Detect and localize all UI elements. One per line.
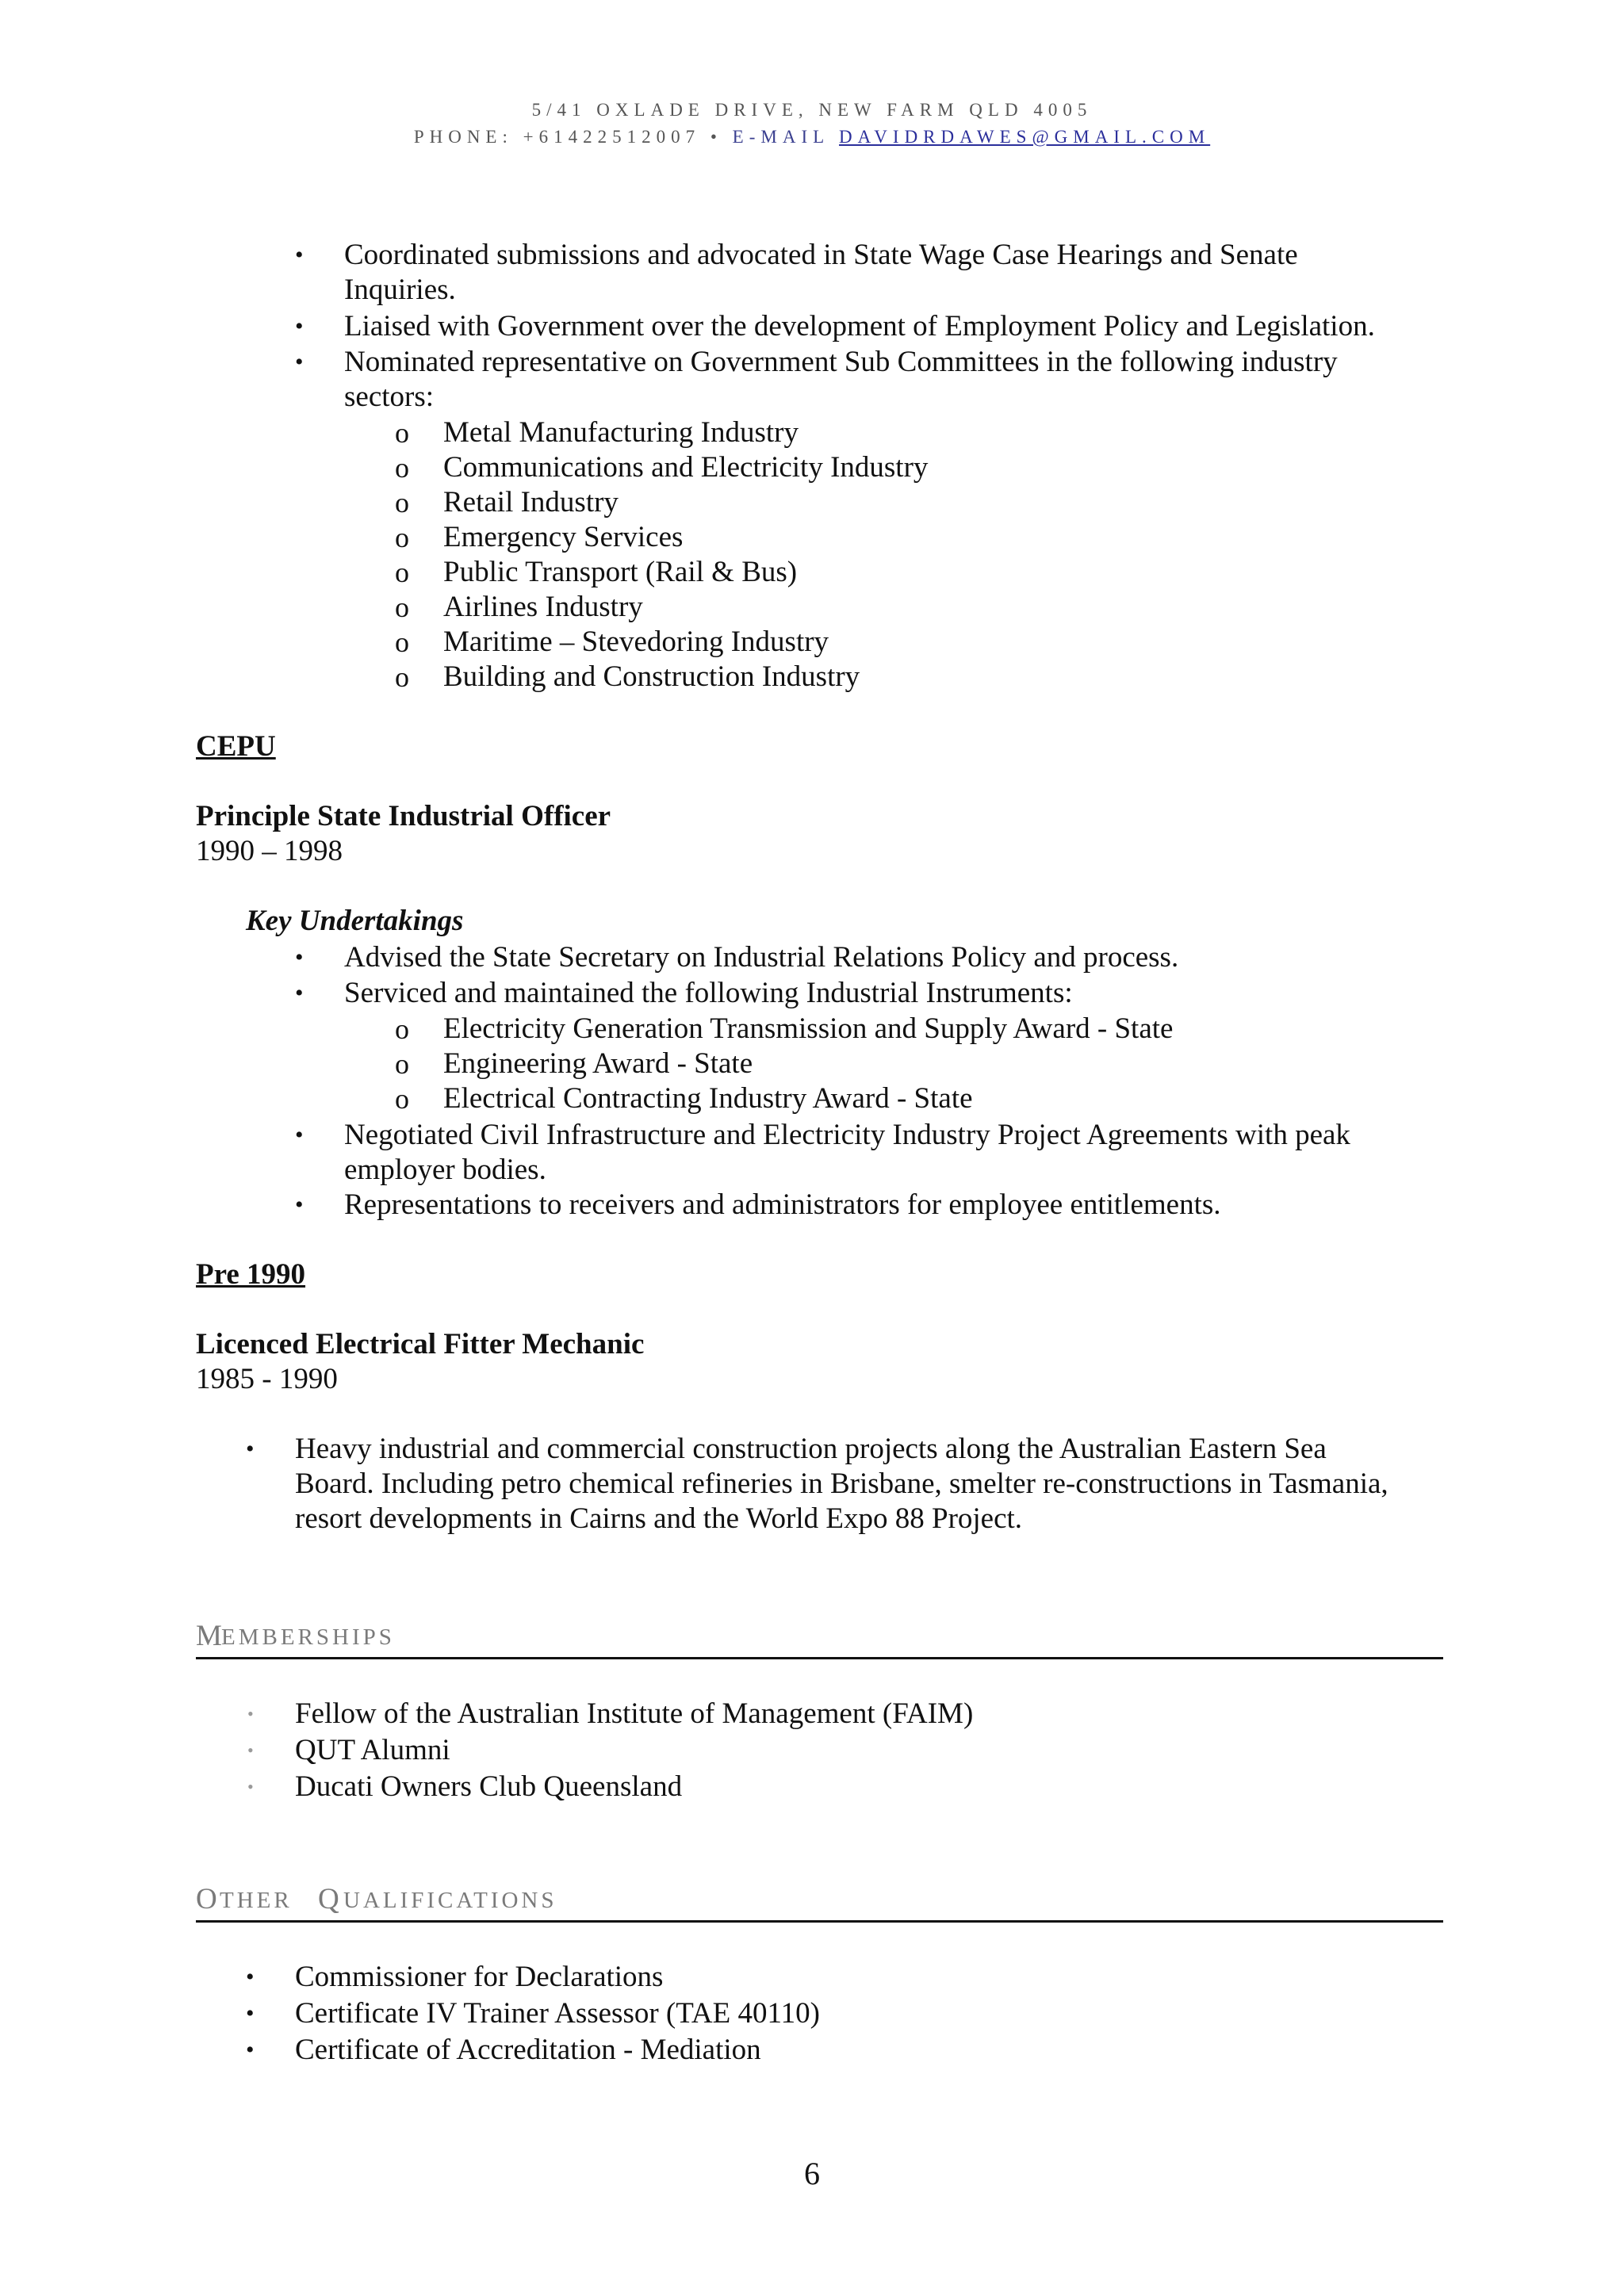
list-item: Representations to receivers and administrators for employee entitlements.: [344, 1188, 1221, 1221]
bullet-glyph: •: [295, 242, 304, 268]
org-heading-cepu: CEPU: [196, 730, 276, 763]
role-title: Principle State Industrial Officer: [196, 800, 611, 832]
list-item-continuation: Inquiries.: [344, 274, 456, 306]
sub-bullet-glyph: o: [395, 1083, 409, 1115]
list-item: Negotiated Civil Infrastructure and Electricity Industry Project Agreements with peak: [344, 1119, 1350, 1151]
sub-bullet-glyph: o: [395, 1048, 409, 1080]
bullet-glyph: •: [246, 2037, 255, 2063]
email-link[interactable]: DAVIDRDAWES@GMAIL.COM: [839, 127, 1211, 147]
email-label: E-MAIL: [732, 127, 829, 147]
instrument-item: Electrical Contracting Industry Award - State: [443, 1082, 973, 1115]
sector-item: Public Transport (Rail & Bus): [443, 556, 798, 588]
instrument-item: Engineering Award - State: [443, 1047, 753, 1080]
bullet-glyph: •: [295, 313, 304, 339]
list-item: Heavy industrial and commercial construction projects along the Australian Eastern Sea: [295, 1433, 1327, 1465]
bullet-glyph: •: [295, 944, 304, 970]
bullet-glyph: •: [246, 1964, 255, 1990]
sector-item: Communications and Electricity Industry: [443, 451, 929, 484]
sector-item: Emergency Services: [443, 521, 684, 553]
sub-bullet-glyph: o: [395, 626, 409, 658]
heading-rest: EMBERSHIPS: [221, 1624, 395, 1650]
list-item: Coordinated submissions and advocated in State Wage Case Hearings and Senate: [344, 239, 1298, 271]
contact-header: [0, 97, 1624, 151]
role-dates: 1985 - 1990: [196, 1363, 338, 1395]
sub-bullet-glyph: o: [395, 487, 409, 519]
list-item: Nominated representative on Government Sub Committees in the following industry: [344, 346, 1338, 378]
list-item-continuation: resort developments in Cairns and the World Expo 88 Project.: [295, 1502, 1023, 1535]
list-item: Serviced and maintained the following Industrial Instruments:: [344, 977, 1073, 1009]
sector-item: Airlines Industry: [443, 591, 643, 623]
list-item-continuation: sectors:: [344, 381, 435, 413]
membership-item: Fellow of the Australian Institute of Management (FAIM): [295, 1697, 974, 1730]
heading-rest: UALIFICATIONS: [343, 1888, 557, 1913]
sub-bullet-glyph: o: [395, 522, 409, 553]
bullet-glyph: •: [295, 980, 304, 1006]
org-heading-pre1990: Pre 1990: [196, 1258, 306, 1291]
heading-initial: Q: [318, 1883, 343, 1915]
address-line: 5/41 OXLADE DRIVE, NEW FARM QLD 4005: [531, 100, 1093, 120]
bullet-glyph: •: [247, 1740, 254, 1760]
role-title: Licenced Electrical Fitter Mechanic: [196, 1328, 645, 1360]
sector-item: Maritime – Stevedoring Industry: [443, 626, 829, 658]
bullet-glyph: •: [246, 1436, 255, 1462]
qualification-item: Certificate of Accreditation - Mediation: [295, 2034, 761, 2066]
sub-bullet-glyph: o: [395, 661, 409, 693]
bullet-glyph: •: [295, 1122, 304, 1148]
list-item-continuation: employer bodies.: [344, 1154, 546, 1186]
sub-bullet-glyph: o: [395, 1013, 409, 1045]
instrument-item: Electricity Generation Transmission and Supply Award - State: [443, 1012, 1174, 1045]
memberships-heading: [196, 1614, 1443, 1659]
heading-initial: M: [196, 1620, 225, 1652]
sector-item: Building and Construction Industry: [443, 660, 860, 693]
bullet-glyph: •: [295, 1192, 304, 1218]
heading-initial: O: [196, 1883, 220, 1915]
list-item: Liaised with Government over the development of Employment Policy and Legislation.: [344, 310, 1375, 342]
page-number: 6: [804, 2156, 820, 2191]
bullet-glyph: •: [295, 349, 304, 375]
role-dates: 1990 – 1998: [196, 835, 343, 867]
sector-item: Metal Manufacturing Industry: [443, 416, 799, 449]
bullet-glyph: •: [246, 2000, 255, 2026]
sub-bullet-glyph: o: [395, 417, 409, 449]
qualification-item: Commissioner for Declarations: [295, 1961, 664, 1993]
key-undertakings-heading: Key Undertakings: [246, 905, 464, 937]
list-item-continuation: Board. Including petro chemical refineries in Brisbane, smelter re-constructions in Tasmania,: [295, 1468, 1388, 1500]
heading-rest: THER: [220, 1888, 293, 1913]
membership-item: Ducati Owners Club Queensland: [295, 1770, 683, 1803]
separator-dot: •: [710, 127, 722, 147]
qualifications-heading: [196, 1877, 1443, 1923]
bullet-glyph: •: [247, 1777, 254, 1797]
qualification-item: Certificate IV Trainer Assessor (TAE 40110): [295, 1997, 820, 2030]
sub-bullet-glyph: o: [395, 452, 409, 484]
phone-text: PHONE: +61422512007: [413, 127, 701, 147]
sub-bullet-glyph: o: [395, 591, 409, 623]
list-item: Advised the State Secretary on Industrial Relations Policy and process.: [344, 941, 1179, 974]
bullet-glyph: •: [247, 1704, 254, 1724]
sector-item: Retail Industry: [443, 486, 619, 519]
phone-email-line: [0, 124, 1624, 151]
sub-bullet-glyph: o: [395, 557, 409, 588]
membership-item: QUT Alumni: [295, 1734, 450, 1766]
